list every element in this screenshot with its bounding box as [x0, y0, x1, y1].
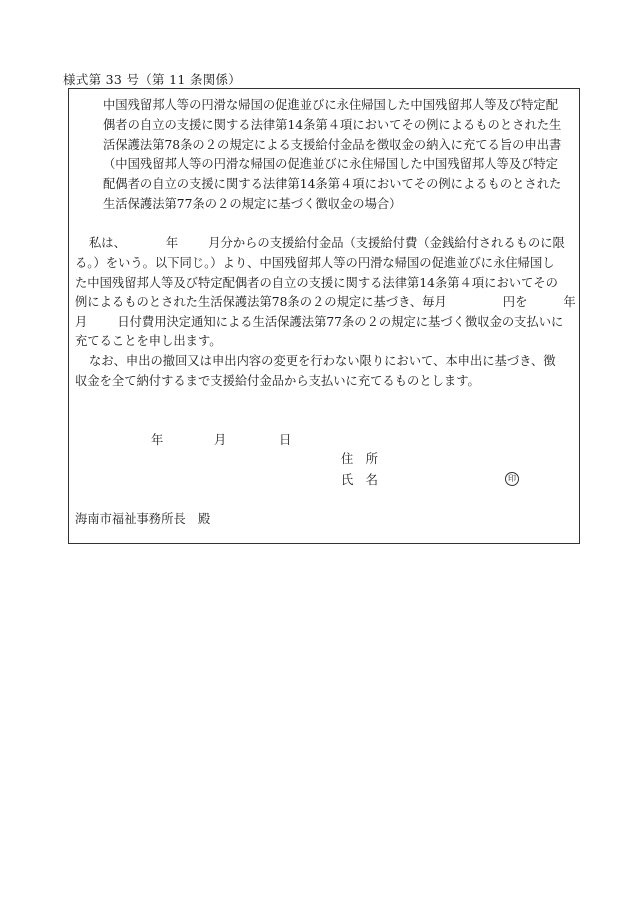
date-year-label: 年: [151, 433, 164, 447]
statement-line-7: なお、申出の撤回又は申出内容の変更を行わない限りにおいて、本申出に基づき、徴: [89, 354, 556, 368]
statement-line-4: [75, 294, 576, 310]
statement-line-5-text: 日付費用決定通知による生活保護法第77条の２の規定に基づく徴収金の支払いに: [117, 315, 564, 329]
date-month-label: 月: [214, 433, 227, 447]
statement-line-3: た中国残留邦人等及び特定配偶者の自立の支援に関する法律第14条第４項においてその: [75, 276, 558, 290]
statement-year-label: 年: [165, 236, 179, 250]
statement-line-6: 充てることを申し出ます。: [75, 334, 222, 348]
name-label: 氏 名: [341, 473, 378, 487]
statement-line-8: 収金を全て納付するまで支援給付金品から支払いに充てるものとします。: [75, 374, 480, 388]
statement-line-1-rest: 月分からの支援給付金品（支援給付費（金銭給付されるものに限: [208, 236, 565, 250]
form-box: [68, 88, 580, 544]
statement-year-label-2: 年: [563, 295, 576, 309]
statement-line-1: [89, 235, 565, 251]
statement-line-2: る。）をいう。以下同じ。）より、中国残留邦人等の円滑な帰国の促進並びに永住帰国し: [75, 256, 555, 270]
statement-yen-label: 円を: [502, 295, 528, 309]
title-line-5: 配偶者の自立の支援に関する法律第14条第４項においてその例によるものとされた: [103, 177, 562, 191]
title-line-4: （中国残留邦人等の円滑な帰国の促進並びに永住帰国した中国残留邦人等及び特定: [103, 157, 558, 171]
statement-line-4-text: 例によるものとされた生活保護法第78条の２の規定に基づき、毎月: [75, 295, 447, 309]
address-label: 住 所: [341, 452, 378, 466]
title-line-6: 生活保護法第77条の２の規定に基づく徴収金の場合）: [103, 197, 402, 211]
title-line-3: 活保護法第78条の２の規定による支援給付金品を徴収金の納入に充てる旨の申出書: [103, 138, 562, 152]
title-line-2: 偶者の自立の支援に関する法律第14条第４項においてその例によるものとされた生: [103, 118, 562, 132]
date-day-label: 日: [279, 433, 292, 447]
form-number: 様式第 33 号（第 11 条関係）: [63, 72, 242, 87]
addressee: 海南市福祉事務所長 殿: [75, 512, 211, 526]
seal-mark: 印: [505, 472, 519, 486]
statement-line-5: [75, 314, 563, 330]
title-line-1: 中国残留邦人等の円滑な帰国の促進並びに永住帰国した中国残留邦人等及び特定配: [103, 98, 558, 112]
statement-subject: 私は、: [89, 236, 126, 250]
statement-month-label: 月: [75, 315, 88, 329]
